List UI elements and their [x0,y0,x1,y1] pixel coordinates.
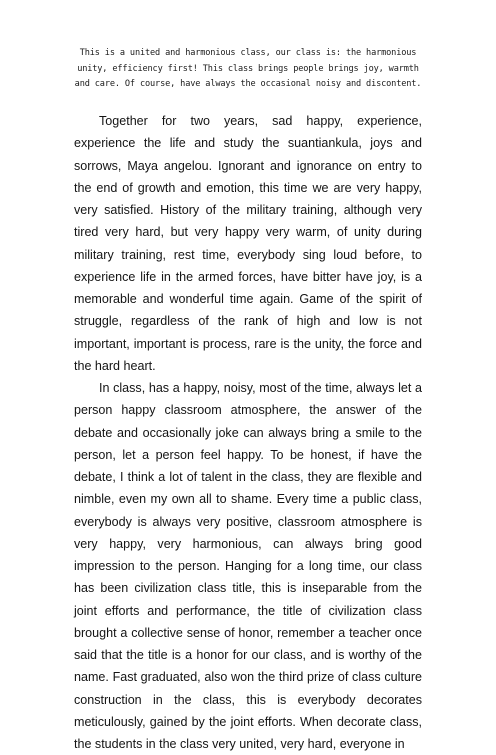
intro-paragraph: This is a united and harmonious class, our class is: the harmonious unity, efficiency first! This class brings people brings joy, warmth and care. Of course, have always the occasional noisy and discontent. [74,48,422,89]
paragraph-classroom: In class, has a happy, noisy, most of the time, always let a person happy classroom atmosphere, the answer of the debate and occasionally joke can always bring a smile to the person, let a person feel happy. To be honest, if have the debate, I think a lot of talent in the class, they are flexible and nimble, even my own all to shame. Every time a public class, everybody is always very positive, classroom atmosphere is very happy, very harmonious, can always bring good impression to the person. Hanging for a long time, our class has been civilization class title, this is inseparable from the joint efforts and performance, the title of civilization class brought a collective sense of honor, remember a teacher once said that the title is a honor for our class, and is worthy of the name. Fast graduated, also won the third prize of class culture construction in the class, this is everybody decorates meticulously, gained by the joint efforts. When decorate class, the students in the class very united, very hard, everyone in [74,381,422,751]
body-text [74,110,422,755]
paragraph-class-life: Together for two years, sad happy, experience, experience the life and study the suantiankula, joys and sorrows, Maya angelou. Ignorant and ignorance on entry to the end of growth and emotion, this time we are very happy, very satisfied. History of the military training, although very tired very hard, but very happy very warm, of unity during military training, rest time, everybody sing loud before, to experience life in the armed forces, have bitter have joy, is a memorable and wonderful time again. Game of the spirit of struggle, regardless of the rank of high and low is not important, important is process, rare is the unity, the force and the hard heart. [74,114,422,373]
